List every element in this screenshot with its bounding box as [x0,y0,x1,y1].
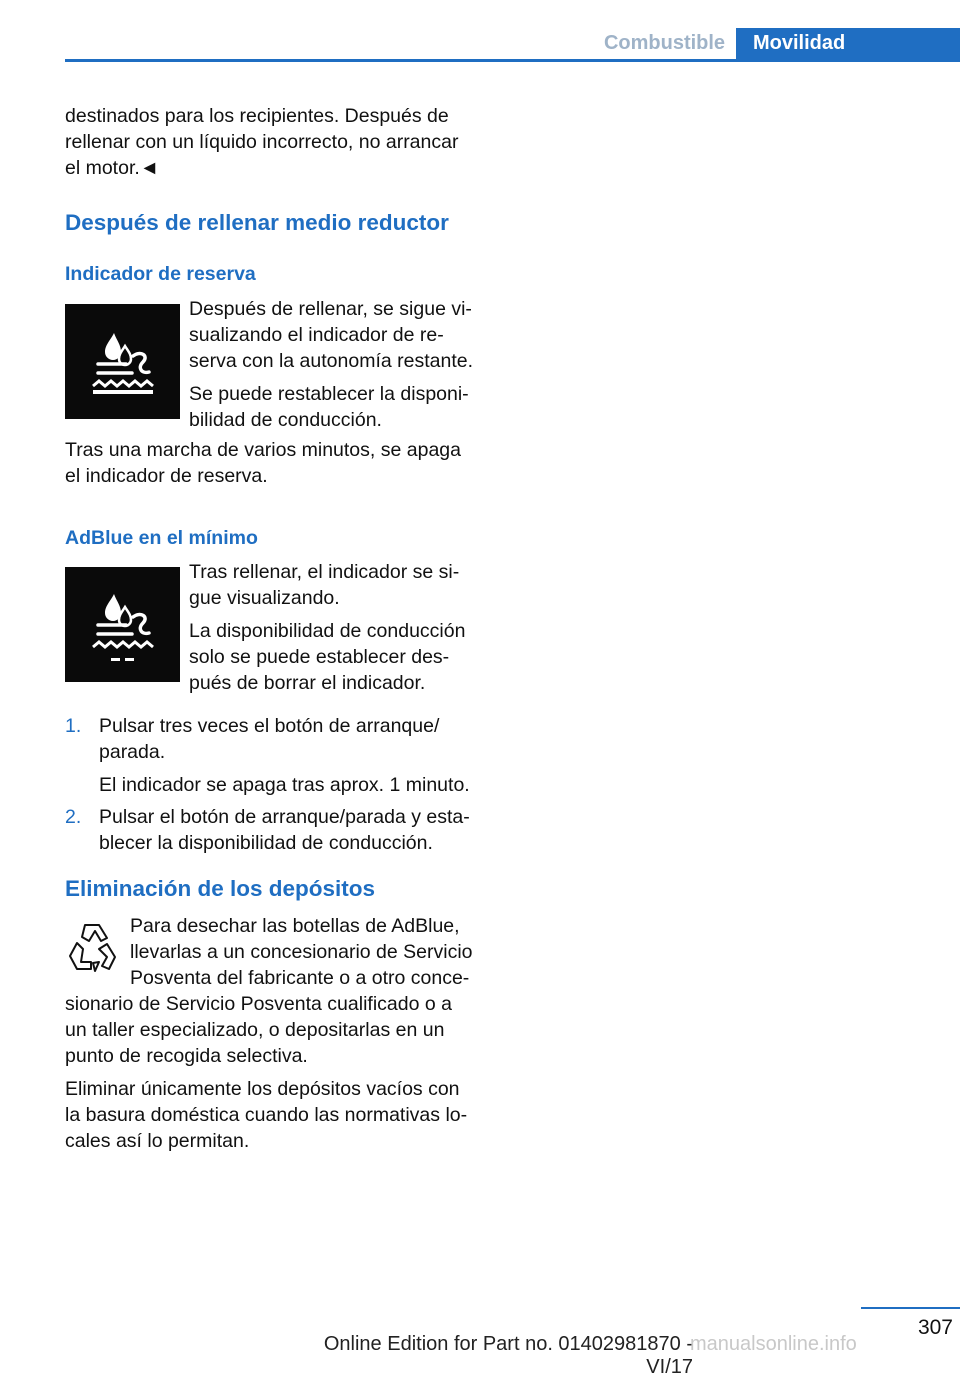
tab-movilidad[interactable]: Movilidad [736,28,960,59]
intro-line: rellenar con un líquido incorrecto, no arrancar [65,131,459,153]
minimum-side-line: solo se puede establecer des- [189,646,450,668]
disposal-p2-line: la basura doméstica cuando las normativas lo- [65,1104,468,1126]
tab-combustible[interactable]: Combustible [603,32,726,54]
disposal-side-line: llevarlas a un concesionario de Servicio [130,941,473,963]
disposal-side-line: Posventa del fabricante o a otro conce- [130,967,470,989]
minimum-side-line: gue visualizando. [189,587,340,609]
reserve-after-line: el indicador de reserva. [65,465,268,487]
disposal-cont-line: sionario de Servicio Posventa cualificado o a [65,993,452,1015]
step-line: Pulsar tres veces el botón de arranque/ [99,715,440,737]
subsection-title-minimo: AdBlue en el mínimo [65,527,258,549]
adblue-minimum-icon [65,567,180,682]
intro-paragraph [65,103,478,181]
footer-edition: Online Edition for Part no. 01402981870 - VI/17 [323,1333,693,1378]
reserve-side-line: Después de rellenar, se sigue vi- [189,298,472,320]
reserve-side-line: Se puede restablecer la disponi- [189,383,469,405]
steps-list [65,713,478,853]
intro-line: destinados para los recipientes. Después de [65,105,449,127]
disposal-side-line: Para desechar las botellas de AdBlue, [130,915,460,937]
disposal-cont-line: punto de recogida selectiva. [65,1045,308,1067]
disposal-p2-line: cales así lo permitan. [65,1130,250,1152]
footer-rule [861,1307,960,1309]
intro-line: el motor.◄ [65,157,160,179]
step-note: El indicador se apaga tras aprox. 1 minuto. [99,774,470,796]
page-header [65,28,960,63]
section-title-eliminacion: Eliminación de los depósitos [65,876,376,901]
subsection-title-reserva: Indicador de reserva [65,263,256,285]
adblue-reserve-icon [65,304,180,419]
reserve-after-line: Tras una marcha de varios minutos, se apaga [65,439,461,461]
header-rule [65,59,960,62]
reserve-side-line: sualizando el indicador de re- [189,324,444,346]
step-line: Pulsar el botón de arranque/parada y esta- [99,806,470,828]
reserve-side-line: serva con la autonomía restante. [189,350,473,372]
step-line: blecer la disponibilidad de conducción. [99,832,433,854]
minimum-block [65,559,478,699]
reserve-side-line: bilidad de conducción. [189,409,382,431]
page-number: 307 [917,1316,953,1339]
disposal-cont-line: un taller especializado, o depositarlas en un [65,1019,445,1041]
watermark: manualsonline.info [690,1333,857,1355]
step-number: 2. [65,806,82,828]
step-number: 1. [65,715,82,737]
step-line: parada. [99,741,166,763]
disposal-block [65,913,478,993]
recycle-icon [65,919,119,975]
section-title-rellenar: Después de rellenar medio reductor [65,210,449,235]
reserve-block [65,296,478,436]
minimum-side-line: pués de borrar el indicador. [189,672,426,694]
minimum-side-line: La disponibilidad de conducción [189,620,466,642]
disposal-p2-line: Eliminar únicamente los depósitos vacíos con [65,1078,460,1100]
minimum-side-line: Tras rellenar, el indicador se si- [189,561,460,583]
